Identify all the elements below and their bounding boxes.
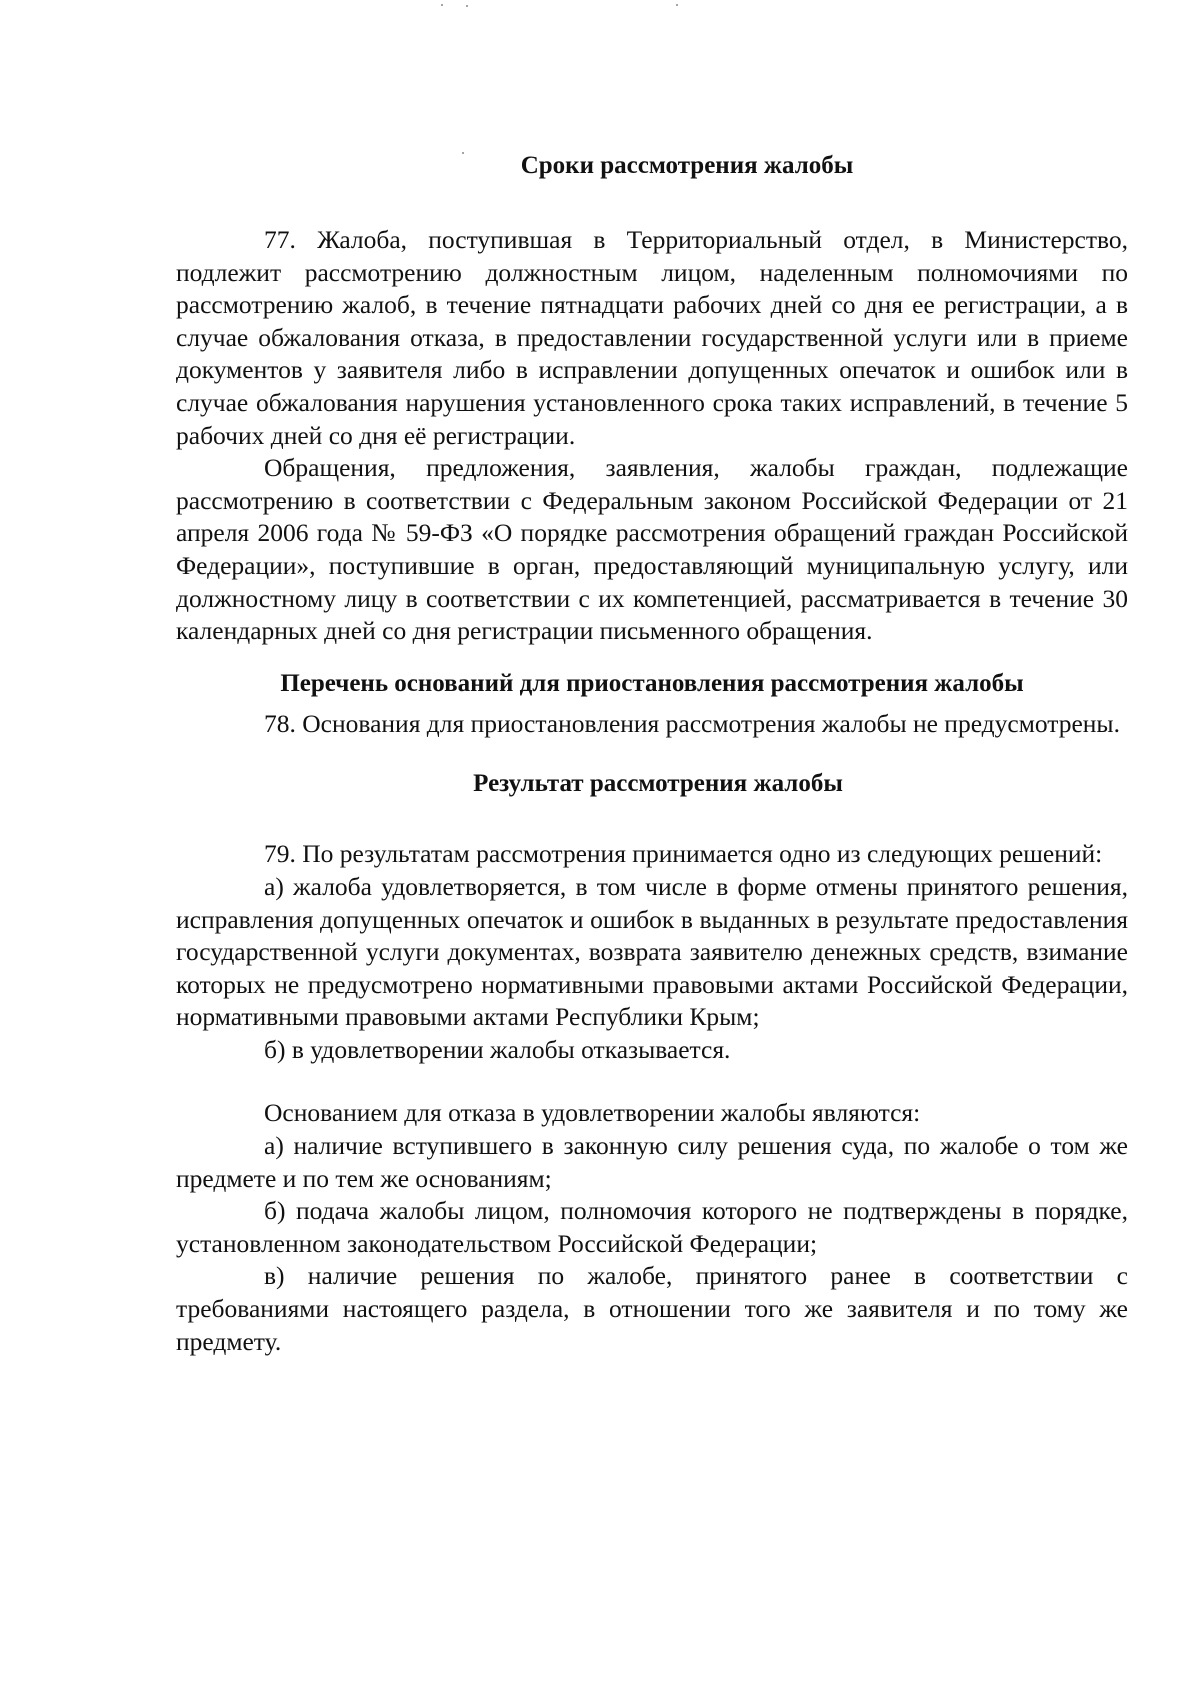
section-heading-review-terms: Сроки рассмотрения жалобы — [520, 152, 854, 179]
paragraph-refusal-c: в) наличие решения по жалобе, принятого ранее в соответствии с требованиями настоящего раздела, в отношении того же заявителя и по тому же предмету. — [176, 1261, 1128, 1356]
paragraph-79-a: а) жалоба удовлетворяется, в том числе в форме отмены принятого решения, исправления допущенных опечаток и ошибок в выданных в результате предоставления государственной услуги документах, возврата заявителю денежных средств, взимание которых не предусмотрено нормативными правовыми актами Российской Федерации, нормативными правовыми актами Республики Крым; — [176, 871, 1128, 1032]
paragraph-refusal-grounds: Основанием для отказа в удовлетворении жалобы являются: — [264, 1098, 921, 1128]
paragraph-77-appeals: Обращения, предложения, заявления, жалобы граждан, подлежащие рассмотрению в соответствии с Федеральным законом Российской Федерации от 21 апреля 2006 года № 59-ФЗ «О порядке рассмотрения обращений граждан Российской Федерации», поступившие в орган, предоставляющий муниципальную услугу, или должностному лицу в соответствии с их компетенцией, рассматривается в течение 30 календарных дней со дня регистрации письменного обращения. — [176, 453, 1128, 646]
paragraph-79-b: б) в удовлетворении жалобы отказывается. — [264, 1034, 731, 1064]
scan-speck — [676, 4, 678, 6]
section-heading-review-result: Результат рассмотрения жалобы — [473, 770, 843, 798]
section-heading-suspension-grounds: Перечень оснований для приостановления рассмотрения жалобы — [280, 669, 1024, 697]
scan-speck — [466, 5, 468, 7]
paragraph-79: 79. По результатам рассмотрения принимается одно из следующих решений: — [264, 839, 1103, 869]
paragraph-refusal-a: а) наличие вступившего в законную силу решения суда, по жалобе о том же предмете и по тем же основаниям; — [176, 1131, 1128, 1193]
paragraph-78: 78. Основания для приостановления рассмотрения жалобы не предусмотрены. — [264, 708, 1120, 738]
paragraph-77: 77. Жалоба, поступившая в Территориальный отдел, в Министерство, подлежит рассмотрению должностным лицом, наделенным полномочиями по рассмотрению жалоб, в течение пятнадцати рабочих дней со дня ее регистрации, а в случае обжалования отказа, в предоставлении государственной услуги или в приеме документов у заявителя либо в исправлении допущенных опечаток и ошибок или в случае обжалования нарушения установленного срока таких исправлений, в течение 5 рабочих дней со дня её регистрации. — [176, 225, 1128, 450]
paragraph-refusal-b: б) подача жалобы лицом, полномочия которого не подтверждены в порядке, установленном законодательством Российской Федерации; — [176, 1196, 1128, 1258]
scan-speck — [441, 4, 443, 6]
document-body — [176, 150, 1128, 1358]
